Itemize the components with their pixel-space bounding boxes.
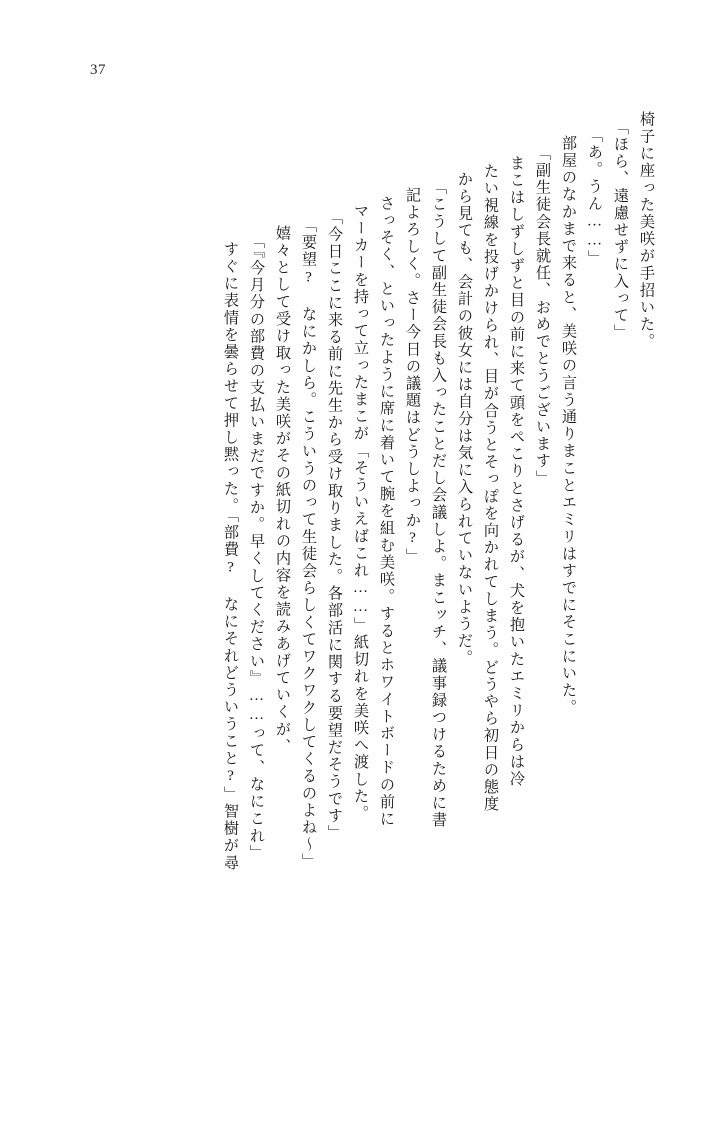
text-column: まこはしずしずと目の前に来て頭をぺこりとさげるが、犬を抱いたエミリからは冷 (508, 155, 525, 788)
text-column: すぐに表情を曇らせて押し黙った。「部費? なにそれどういうこと?」智樹が尋 (222, 241, 239, 872)
page-number: 37 (90, 62, 106, 78)
text-column: 「副生徒会長就任、おめでとうございます」 (534, 145, 551, 487)
text-column: 「今日ここに来る前に先生から受け取りました。各部活に関する要望だそうです」 (326, 209, 343, 842)
text-column: たい視線を投げかけられ、目が合うとそっぽを向かれてしまう。どうやら初日の態度 (482, 163, 499, 813)
text-column: さっそく、といったように席に着いて腕を組む美咲。するとホワイトボードの前に (378, 195, 395, 828)
text-column: マーカーを持って立ったまこが「そういえばこれ……」紙切れを美咲へ渡した。 (352, 203, 369, 823)
text-column: 「あ。うん……」 (586, 127, 603, 268)
text-column: 「『今月分の部費の支払いまだですか。早くしてください』……って、なにこれ」 (248, 233, 265, 862)
text-column: 「ほら、遠慮せずに入って」 (612, 119, 629, 342)
text-column: 記よろしく。さー今日の議題はどうしよっか?」 (404, 187, 421, 565)
text-column: 「こうして副生徒会長も入ったことだし会議しよ。まこッチ、議事録つけるために書 (430, 179, 447, 829)
text-column: 部屋のなかまで来ると、美咲の言う通りまことエミリはすでにそこにいた。 (560, 135, 577, 717)
text-column: 椅子に座った美咲が手招いた。 (638, 111, 655, 351)
vertical-text-block (55, 105, 654, 985)
text-column: から見ても、会計の彼女には自分は気に入られていないようだ。 (456, 171, 473, 667)
text-column: 「要望? なにかしら。こういうのって生徒会らしくてワクワクしてくるのよね〜」 (300, 217, 317, 871)
text-column: 嬉々として受け取った美咲がその紙切れの内容を読みあげていくが、 (274, 225, 291, 756)
